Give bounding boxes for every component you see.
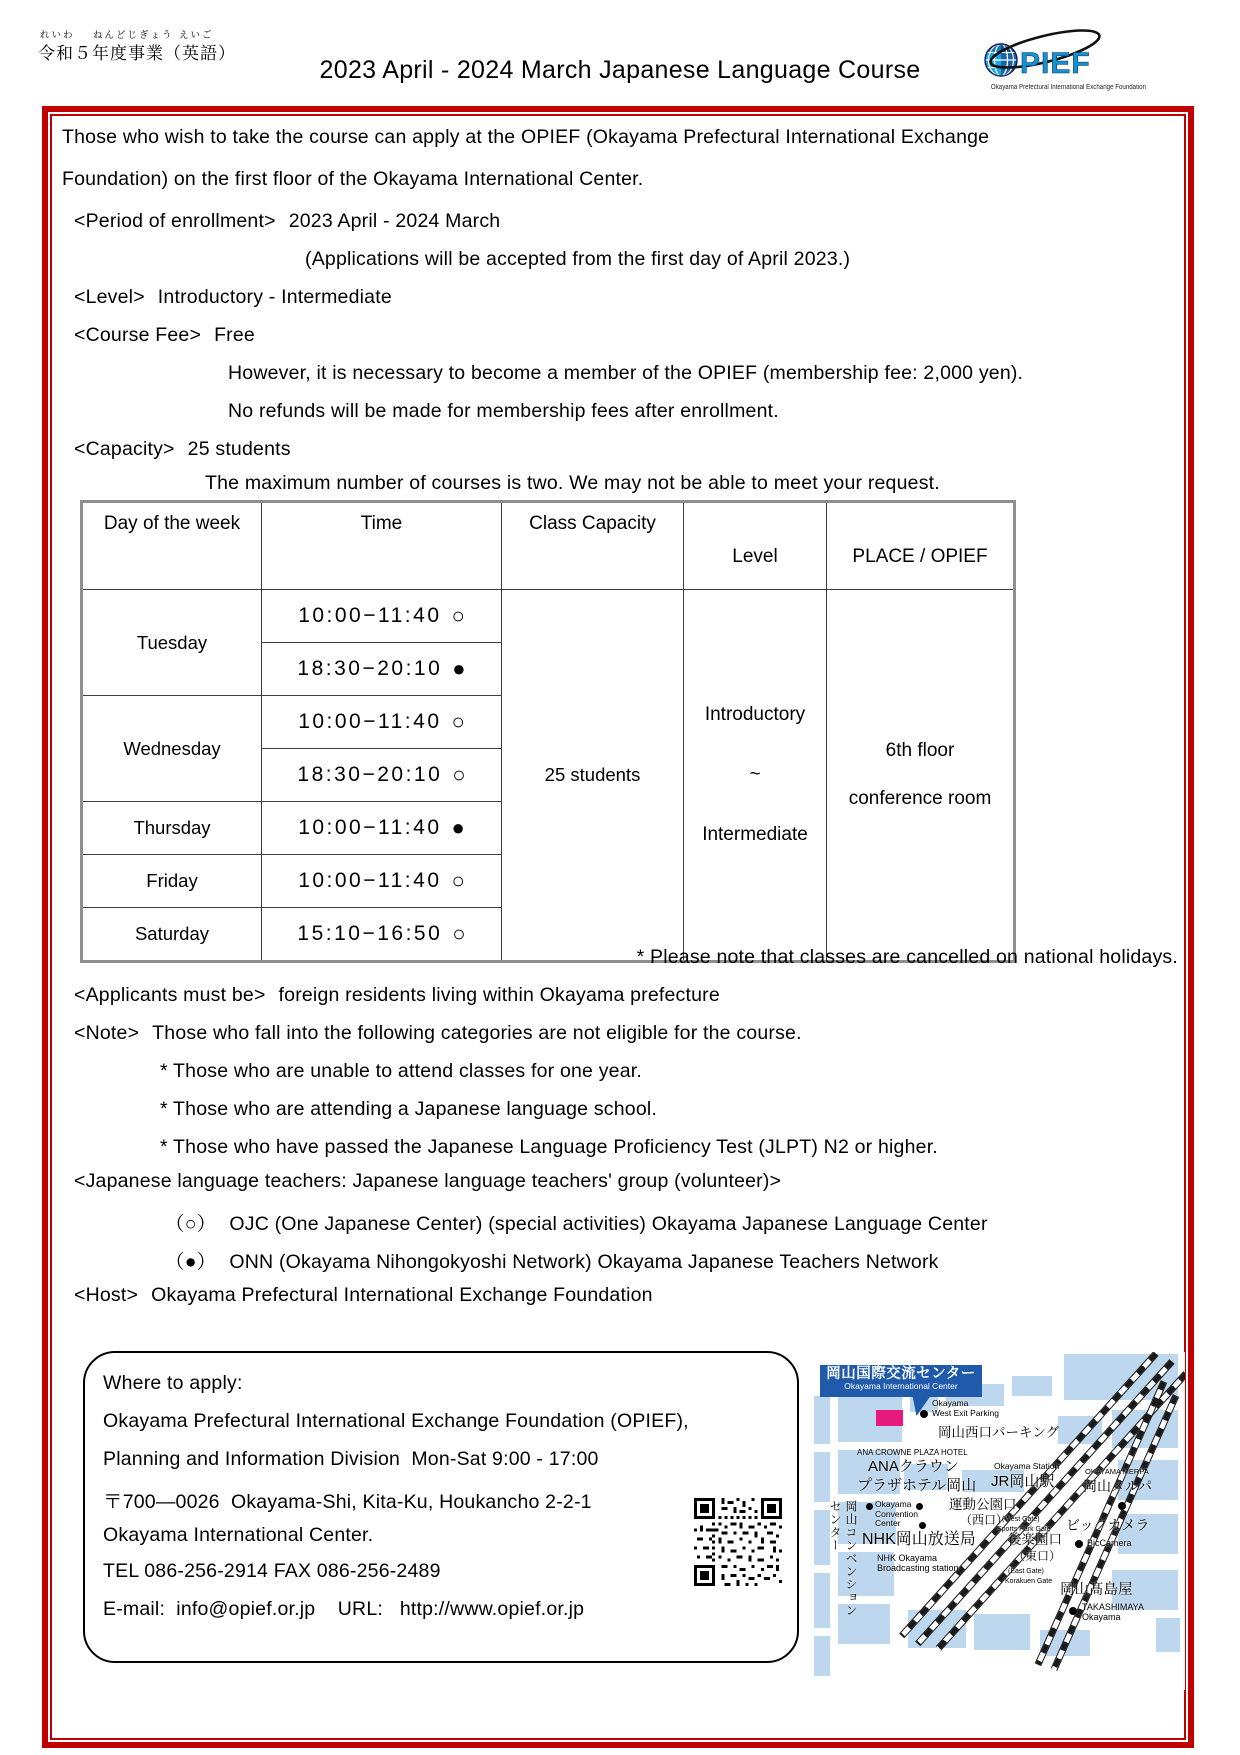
holiday-note: * Please note that classes are cancelled on national holidays. <box>636 946 1178 968</box>
capacity-label: <Capacity> <box>74 438 175 460</box>
capacity-note: The maximum number of courses is two. We may not be able to meet your request. <box>205 472 940 494</box>
place-cell <box>827 590 1015 962</box>
parking-label-en: Okayama West Exit Parking <box>932 1398 999 1418</box>
host-label: <Host> <box>74 1284 139 1306</box>
ana-hotel-label-ja1: ANAクラウン <box>868 1458 959 1475</box>
time-cell <box>262 749 502 802</box>
host-value: Okayama Prefectural International Exchange Foundation <box>151 1284 653 1306</box>
time-value: 18:30−20:10 <box>297 763 443 786</box>
west-gate-en: (West Gate) <box>1002 1516 1040 1523</box>
capacity <box>74 438 291 461</box>
time-value: 10:00−11:40 <box>298 604 442 627</box>
apply-division-hours: Planning and Information Division Mon-Sat 9:00 - 17:00 <box>103 1448 599 1470</box>
furigana-eigo: えいご <box>179 30 214 41</box>
opief-logo-graphic <box>983 28 1115 86</box>
place-line-2: conference room <box>848 788 992 809</box>
open-circle-marker: ○ <box>452 762 466 787</box>
map-banner-en: Okayama International Center <box>844 1381 958 1392</box>
teachers-label: <Japanese language teachers: Japanese language teachers' group (volunteer)> <box>74 1170 782 1192</box>
apply-address: 〒700—0026 Okayama-Shi, Kita-Ku, Houkancho 2-2-1 <box>103 1491 592 1513</box>
level-cell <box>684 590 827 962</box>
filled-circle-marker: ● <box>451 815 465 840</box>
apply-email-url: E-mail: info@opief.or.jp URL: http://www.opief.or.jp <box>103 1598 585 1620</box>
fee-label: <Course Fee> <box>74 324 202 346</box>
map-banner-ja: 岡山国際交流センター <box>826 1366 976 1382</box>
level-value: Introductory - Intermediate <box>157 286 392 308</box>
parking-label-ja: 岡山西口パーキング <box>938 1425 1060 1440</box>
day-wednesday: Wednesday <box>82 696 262 802</box>
time-value: 18:30−20:10 <box>297 657 443 680</box>
filled-circle-marker: （●） <box>165 1251 217 1273</box>
svg-text:PIEF: PIEF <box>1020 47 1091 80</box>
level-line-1: Introductory <box>704 704 806 725</box>
time-cell <box>262 855 502 908</box>
enrollment-note: (Applications will be accepted from the first day of April 2023.) <box>305 248 851 270</box>
ana-hotel-label-en: ANA CROWNE PLAZA HOTEL <box>857 1448 968 1457</box>
enrollment-period <box>74 210 500 233</box>
ineligible-item-2: * Those who are attending a Japanese language school. <box>160 1098 658 1120</box>
ineligible-item-3: * Those who have passed the Japanese Language Proficiency Test (JLPT) N2 or higher. <box>160 1136 938 1158</box>
convention-center-vertical-ja1: 岡山コンベンション <box>844 1500 858 1617</box>
east-gate-en: (East Gate) <box>1008 1568 1044 1575</box>
west-gate-ja: （西口） <box>960 1513 1009 1527</box>
intro-line-2: Foundation) on the first floor of the Okayama International Center. <box>62 168 644 190</box>
convention-center-vertical-ja2: センター <box>828 1500 842 1552</box>
schedule-table <box>80 500 1016 963</box>
nhk-label-en: NHK Okayama Broadcasting station <box>877 1553 959 1574</box>
host <box>74 1284 653 1307</box>
time-value: 10:00−11:40 <box>298 816 442 839</box>
okayama-station-label-en: Okayama Station <box>994 1461 1060 1471</box>
time-cell <box>262 696 502 749</box>
intro-line-1: Those who wish to take the course can apply at the OPIEF (Okayama Prefectural International Exchange <box>62 126 990 148</box>
apply-title: Where to apply: <box>103 1372 243 1394</box>
takashimaya-label-en: TAKASHIMAYA Okayama <box>1082 1602 1145 1623</box>
col-header-level: Level <box>684 502 827 590</box>
fee-value: Free <box>214 324 255 346</box>
applicants-value: foreign residents living within Okayama prefecture <box>278 984 720 1006</box>
level-label: <Level> <box>74 286 145 308</box>
map-banner <box>820 1365 982 1397</box>
nhk-label-ja: NHK岡山放送局 <box>862 1531 976 1548</box>
applicants-label: <Applicants must be> <box>74 984 266 1006</box>
time-cell <box>262 590 502 643</box>
apply-tel-fax: TEL 086-256-2914 FAX 086-256-2489 <box>103 1560 441 1582</box>
col-header-capacity: Class Capacity <box>502 502 684 590</box>
fee-note-1: However, it is necessary to become a member of the OPIEF (membership fee: 2,000 yen). <box>228 362 1024 384</box>
level-line-2: Intermediate <box>702 824 808 845</box>
day-thursday: Thursday <box>82 802 262 855</box>
note-value: Those who fall into the following categories are not eligible for the course. <box>152 1022 802 1044</box>
biccamera-label-en: BicCamera <box>1087 1538 1132 1548</box>
east-gate-ja: （東口） <box>1013 1549 1062 1563</box>
teacher-group-onn-text: ONN (Okayama Nihongokyoshi Network) Okayama Japanese Teachers Network <box>229 1251 939 1273</box>
qr-code <box>694 1498 782 1586</box>
time-value: 10:00−11:40 <box>298 710 442 733</box>
fee-note-2: No refunds will be made for membership fees after enrollment. <box>228 400 779 422</box>
time-cell <box>262 908 502 962</box>
day-friday: Friday <box>82 855 262 908</box>
open-circle-marker: ○ <box>451 603 465 628</box>
note <box>74 1022 802 1045</box>
teacher-group-ojc-text: OJC (One Japanese Center) (special activities) Okayama Japanese Language Center <box>229 1213 988 1235</box>
location-map <box>812 1352 1185 1690</box>
filled-circle-marker: ● <box>452 656 466 681</box>
furigana-nendojigyou: ねんどじぎょう <box>93 30 174 41</box>
merpa-dot <box>1118 1502 1126 1510</box>
convention-center-label-en: Okayama Convention Center <box>875 1499 919 1529</box>
level-wave: ~ <box>749 764 761 785</box>
open-circle-marker: （○） <box>165 1213 217 1235</box>
merpa-label-en: OKAYAMA MERPA <box>1085 1467 1149 1476</box>
col-header-place: PLACE / OPIEF <box>827 502 1015 590</box>
applicants <box>74 984 720 1007</box>
furigana-reiwa: れいわ <box>40 30 75 41</box>
parking-dot <box>920 1410 928 1418</box>
enrollment-value: 2023 April - 2024 March <box>288 210 501 232</box>
open-circle-marker: ○ <box>452 921 466 946</box>
korakuen-gate-en: Korakuen Gate <box>1005 1578 1053 1585</box>
biccamera-dot <box>1075 1540 1083 1548</box>
ineligible-item-1: * Those who are unable to attend classes for one year. <box>160 1060 642 1082</box>
level <box>74 286 392 309</box>
takashimaya-dot <box>1069 1607 1077 1615</box>
convention-dot <box>919 1522 926 1529</box>
ana-hotel-label-ja2: プラザホテル岡山 <box>857 1477 977 1494</box>
time-value: 15:10−16:50 <box>297 922 443 945</box>
fiscal-year-label: 令和５年度事業（英語） <box>38 44 236 63</box>
open-circle-marker: ○ <box>451 709 465 734</box>
sports-park-gate-ja: 運動公園口 <box>949 1497 1017 1512</box>
apply-address-2: Okayama International Center. <box>103 1524 374 1546</box>
col-header-day: Day of the week <box>82 502 262 590</box>
page-title: 2023 April - 2024 March Japanese Language Course <box>319 56 921 84</box>
time-value: 10:00−11:40 <box>298 869 442 892</box>
opief-logo <box>983 28 1147 91</box>
time-cell <box>262 802 502 855</box>
class-capacity-cell: 25 students <box>502 590 684 962</box>
sports-park-gate-en: Sports Park Gate <box>997 1526 1051 1533</box>
center-location-marker <box>876 1410 903 1426</box>
takashimaya-label-ja: 岡山髙島屋 <box>1060 1582 1133 1598</box>
schedule-header-row <box>82 502 1015 590</box>
teacher-group-ojc <box>165 1208 988 1236</box>
place-line-1: 6th floor <box>885 740 955 761</box>
open-circle-marker: ○ <box>451 868 465 893</box>
time-cell <box>262 643 502 696</box>
col-header-time: Time <box>262 502 502 590</box>
note-label: <Note> <box>74 1022 140 1044</box>
okayama-station-label-ja: JR岡山駅 <box>991 1473 1055 1490</box>
enrollment-label: <Period of enrollment> <box>74 210 276 232</box>
day-tuesday: Tuesday <box>82 590 262 696</box>
capacity-value: 25 students <box>187 438 291 460</box>
day-saturday: Saturday <box>82 908 262 962</box>
merpa-label-ja: 岡山メルパ <box>1083 1478 1153 1494</box>
course-fee <box>74 324 255 347</box>
convention-dot <box>866 1503 873 1510</box>
opief-logo-caption: Okayama Prefectural International Exchange Foundation <box>990 84 1147 91</box>
table-row <box>82 590 1015 643</box>
korakuen-gate-ja: 後楽園口 <box>1008 1532 1062 1547</box>
apply-org: Okayama Prefectural International Exchange Foundation (OPIEF), <box>103 1410 689 1432</box>
teacher-group-onn <box>165 1246 939 1274</box>
biccamera-label-ja: ビックカメラ <box>1066 1517 1150 1533</box>
